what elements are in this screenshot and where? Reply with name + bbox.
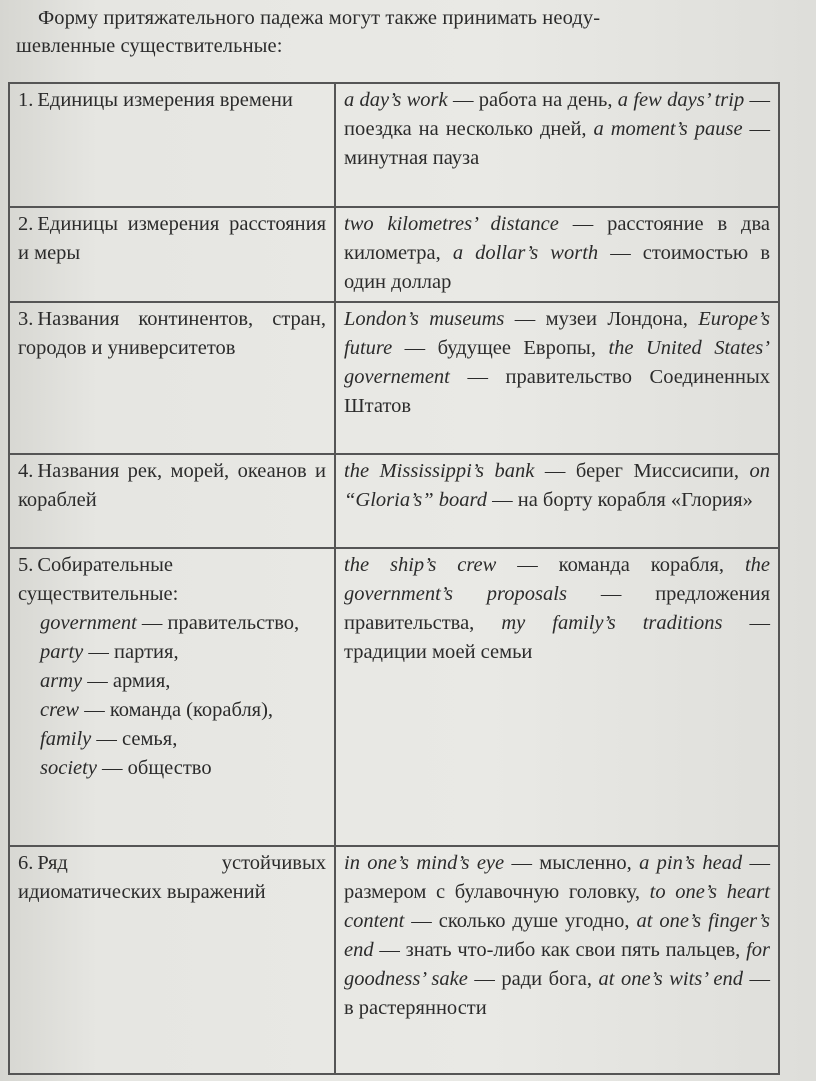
example-english: a pin’s head	[639, 852, 743, 874]
example-english: the government’s proposals	[344, 554, 771, 605]
example-translation: — стоимостью в один доллар	[344, 242, 770, 293]
intro-paragraph	[16, 4, 786, 60]
row-number: 5.	[18, 554, 34, 576]
example-english: to one’s heart content	[344, 881, 770, 932]
example-english: for goodness’ sake	[344, 939, 770, 990]
examples-cell	[335, 207, 779, 302]
intro-line-2: шевленные существительные:	[16, 35, 283, 57]
example-translation: — предложения правительства,	[344, 583, 770, 634]
table-row	[9, 83, 779, 207]
category-text: Единицы измерения времени	[37, 89, 293, 111]
category-text: Названия рек, морей, океанов и кораблей	[18, 460, 326, 511]
example-translation: — расстояние в два километра,	[344, 213, 770, 264]
category-cell	[9, 846, 335, 1074]
example-english: Europe’s future	[344, 308, 770, 359]
collective-noun-translation: — общество	[96, 757, 212, 779]
collective-noun-item	[18, 667, 326, 696]
collective-noun-item	[18, 754, 326, 783]
collective-noun-translation: — правительство,	[136, 612, 300, 634]
example-english: a dollar’s worth	[452, 242, 599, 264]
row-number: 6.	[18, 852, 34, 874]
collective-noun-item	[18, 696, 326, 725]
example-english: the United States’ governement	[344, 337, 771, 388]
example-translation: — команда корабля,	[496, 554, 745, 576]
example-translation: — минутная пауза	[344, 118, 771, 169]
examples-cell	[335, 83, 779, 207]
collective-noun: government	[40, 612, 137, 634]
category-cell	[9, 548, 335, 846]
category-text: Единицы измерения расстояния и меры	[18, 213, 326, 264]
collective-noun: society	[40, 757, 97, 779]
example-translation: — традиции моей семьи	[344, 612, 771, 663]
collective-noun-translation: — армия,	[82, 670, 171, 692]
category-cell	[9, 454, 335, 548]
collective-noun-translation: — команда (корабля),	[79, 699, 274, 721]
row-number: 4.	[18, 460, 34, 482]
example-translation: — музеи Лондона,	[504, 308, 699, 330]
collective-noun-item	[18, 638, 326, 667]
category-cell	[9, 302, 335, 454]
example-translation: — знать что-либо как свои пять пальцев,	[373, 939, 747, 961]
example-english: London’s museums	[344, 308, 505, 330]
examples-cell	[335, 302, 779, 454]
examples-cell	[335, 548, 779, 846]
examples-cell	[335, 846, 779, 1074]
example-english: a moment’s pause	[593, 118, 743, 140]
possessive-case-table	[8, 82, 780, 1075]
collective-noun: party	[40, 641, 84, 663]
example-translation: — будущее Европы,	[392, 337, 609, 359]
example-translation: — мысленно,	[504, 852, 640, 874]
example-translation: — поездка на несколько дней,	[344, 89, 771, 140]
table-row	[9, 548, 779, 846]
example-translation: — работа на день,	[447, 89, 618, 111]
examples-cell	[335, 454, 779, 548]
category-cell	[9, 83, 335, 207]
example-english: a few days’ trip	[617, 89, 745, 111]
table-row	[9, 846, 779, 1074]
example-translation: — ради бога,	[467, 968, 599, 990]
category-cell	[9, 207, 335, 302]
example-translation: — размером с булавочную головку,	[344, 852, 770, 903]
example-english: the Mississippi’s bank	[344, 460, 535, 482]
collective-noun: army	[40, 670, 83, 692]
example-english: at one’s finger’s end	[344, 910, 770, 961]
table-row	[9, 302, 779, 454]
example-english: on “Gloria’s” board	[344, 460, 770, 511]
example-translation: — сколько душе угодно,	[404, 910, 637, 932]
example-english: two kilometres’ distance	[344, 213, 559, 235]
category-text: Названия континентов, стран, городов и университетов	[18, 308, 326, 359]
category-heading	[18, 551, 326, 609]
collective-noun-translation: — семья,	[91, 728, 178, 750]
intro-line-1: Форму притяжательного падежа могут также принимать неоду-	[38, 7, 601, 29]
example-english: in one’s mind’s eye	[344, 852, 505, 874]
collective-noun: family	[40, 728, 92, 750]
collective-noun-translation: — партия,	[83, 641, 179, 663]
row-number: 1.	[18, 89, 34, 111]
table-row	[9, 454, 779, 548]
collective-noun-item	[18, 725, 326, 754]
example-translation: — берег Миссисипи,	[534, 460, 750, 482]
example-translation: — на борту корабля «Глория»	[486, 489, 753, 511]
row-number: 2.	[18, 213, 34, 235]
table-row	[9, 207, 779, 302]
example-english: a day’s work	[344, 89, 448, 111]
example-translation: — в растерянности	[344, 968, 770, 1019]
category-text: Собирательные существительные:	[18, 554, 179, 605]
example-english: the ship’s crew	[344, 554, 497, 576]
collective-noun: crew	[40, 699, 80, 721]
row-number: 3.	[18, 308, 34, 330]
example-english: my family’s traditions	[501, 612, 723, 634]
example-english: at one’s wits’ end	[598, 968, 743, 990]
category-text: Ряд устойчивых идиоматических выражений	[18, 852, 326, 903]
collective-noun-item	[18, 609, 326, 638]
example-translation: — правительство Соединенных Штатов	[344, 366, 770, 417]
